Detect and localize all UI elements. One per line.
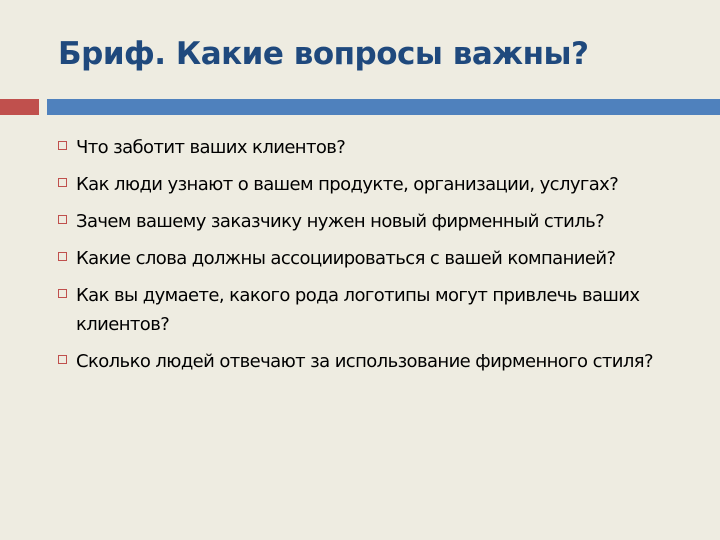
hollow-square-icon bbox=[58, 289, 67, 298]
divider-accent-blue bbox=[47, 99, 720, 115]
bullet-text: Как люди узнают о вашем продукте, организации, услугах? bbox=[76, 174, 619, 195]
bullet-item bbox=[58, 347, 698, 376]
hollow-square-icon bbox=[58, 355, 67, 364]
bullet-text: Какие слова должны ассоциироваться с вашей компанией? bbox=[76, 248, 616, 269]
hollow-square-icon bbox=[58, 252, 67, 261]
bullet-text: Что заботит ваших клиентов? bbox=[76, 137, 346, 158]
hollow-square-icon bbox=[58, 178, 67, 187]
hollow-square-icon bbox=[58, 215, 67, 224]
bullet-item bbox=[58, 170, 698, 199]
bullet-item bbox=[58, 207, 698, 236]
slide-title: Бриф. Какие вопросы важны? bbox=[58, 36, 589, 72]
bullet-item bbox=[58, 133, 698, 162]
bullet-text: Зачем вашему заказчику нужен новый фирменный стиль? bbox=[76, 211, 605, 232]
divider-gap bbox=[39, 99, 47, 115]
hollow-square-icon bbox=[58, 141, 67, 150]
bullet-list bbox=[58, 133, 698, 384]
divider-accent-red bbox=[0, 99, 39, 115]
bullet-item bbox=[58, 244, 698, 273]
bullet-text: Как вы думаете, какого рода логотипы могут привлечь ваших клиентов? bbox=[76, 285, 640, 335]
bullet-item bbox=[58, 281, 698, 339]
bullet-text: Сколько людей отвечают за использование фирменного стиля? bbox=[76, 351, 653, 372]
